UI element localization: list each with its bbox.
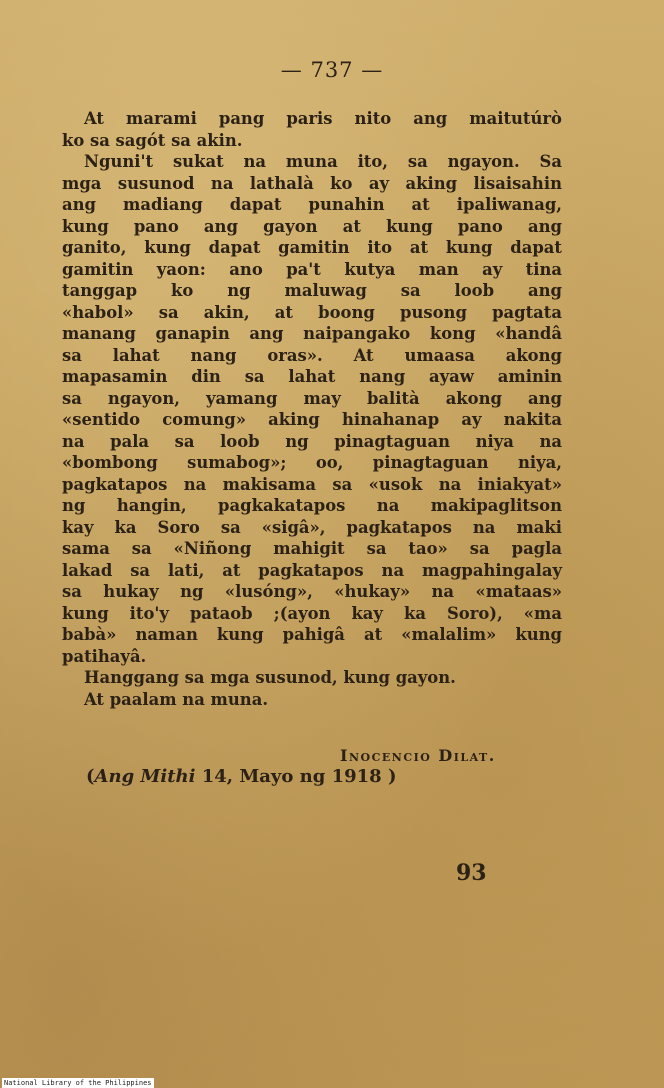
source-date: 14, Mayo ng 1918 ) xyxy=(201,766,397,787)
text-line: At marami pang paris nito ang maitutúrò xyxy=(84,109,562,128)
text-line: mapasamin din sa lahat nang ayaw aminin xyxy=(62,367,562,386)
page-number: — 737 — xyxy=(280,58,384,82)
library-credit: National Library of the Philippines xyxy=(4,1079,152,1087)
text-line: «sentido comung» aking hinahanap ay nakita xyxy=(62,410,562,429)
source-citation xyxy=(86,766,396,787)
text-line: sa lahat nang oras». At umaasa akong xyxy=(62,345,562,365)
text-line: pagkatapos na makisama sa «usok na iniakyat» xyxy=(62,474,562,494)
author-signature: Inocencio Dilat. xyxy=(340,746,496,765)
text-line: ng hangin, pagkakatapos na makipaglitson xyxy=(62,496,562,515)
source-title: Ang Mithi xyxy=(94,766,196,787)
text-line: kung pano ang gayon at kung pano ang xyxy=(62,216,562,236)
text-line: manang ganapin ang naipangako kong «handâ xyxy=(62,324,562,343)
text-line: na pala sa loob ng pinagtaguan niya na xyxy=(62,431,562,451)
text-line: patihayâ. xyxy=(62,646,147,666)
text-line: sa ngayon, yamang may balità akong ang xyxy=(62,388,562,408)
text-line: mga susunod na lathalà ko ay aking lisaisahin xyxy=(62,173,562,193)
text-line: tanggap ko ng maluwag sa loob ang xyxy=(62,281,562,300)
text-line: kung ito'y pataob ;(ayon kay ka Soro), «ma xyxy=(62,603,562,623)
text-line: ang madiang dapat punahin at ipaliwanag, xyxy=(62,195,562,214)
text-line: lakad sa lati, at pagkatapos na magpahingalay xyxy=(62,560,562,580)
sheet-number: 93 xyxy=(456,860,487,886)
text-line: Hanggang sa mga susunod, kung gayon. xyxy=(84,668,456,687)
text-line: kay ka Soro sa «sigâ», pagkatapos na maki xyxy=(62,517,562,537)
text-line: «habol» sa akin, at boong pusong pagtata xyxy=(62,302,562,322)
text-line: sama sa «Niñong mahigit sa tao» sa pagla xyxy=(62,539,562,558)
text-line: «bombong sumabog»; oo, pinagtaguan niya, xyxy=(62,453,562,472)
text-line: babà» naman kung pahigâ at «malalim» kung xyxy=(62,625,562,644)
text-line: ko sa sagót sa akin. xyxy=(62,130,243,150)
text-line: sa hukay ng «lusóng», «hukay» na «mataas» xyxy=(62,582,562,601)
text-line: ganito, kung dapat gamitin ito at kung dapat xyxy=(62,238,562,257)
body-text xyxy=(62,108,562,710)
source-open-paren: ( xyxy=(86,766,95,787)
text-line: gamitin yaon: ano pa't kutya man ay tina xyxy=(62,259,562,279)
text-line: At paalam na muna. xyxy=(84,689,269,709)
text-line: Nguni't sukat na muna ito, sa ngayon. Sa xyxy=(84,152,562,171)
